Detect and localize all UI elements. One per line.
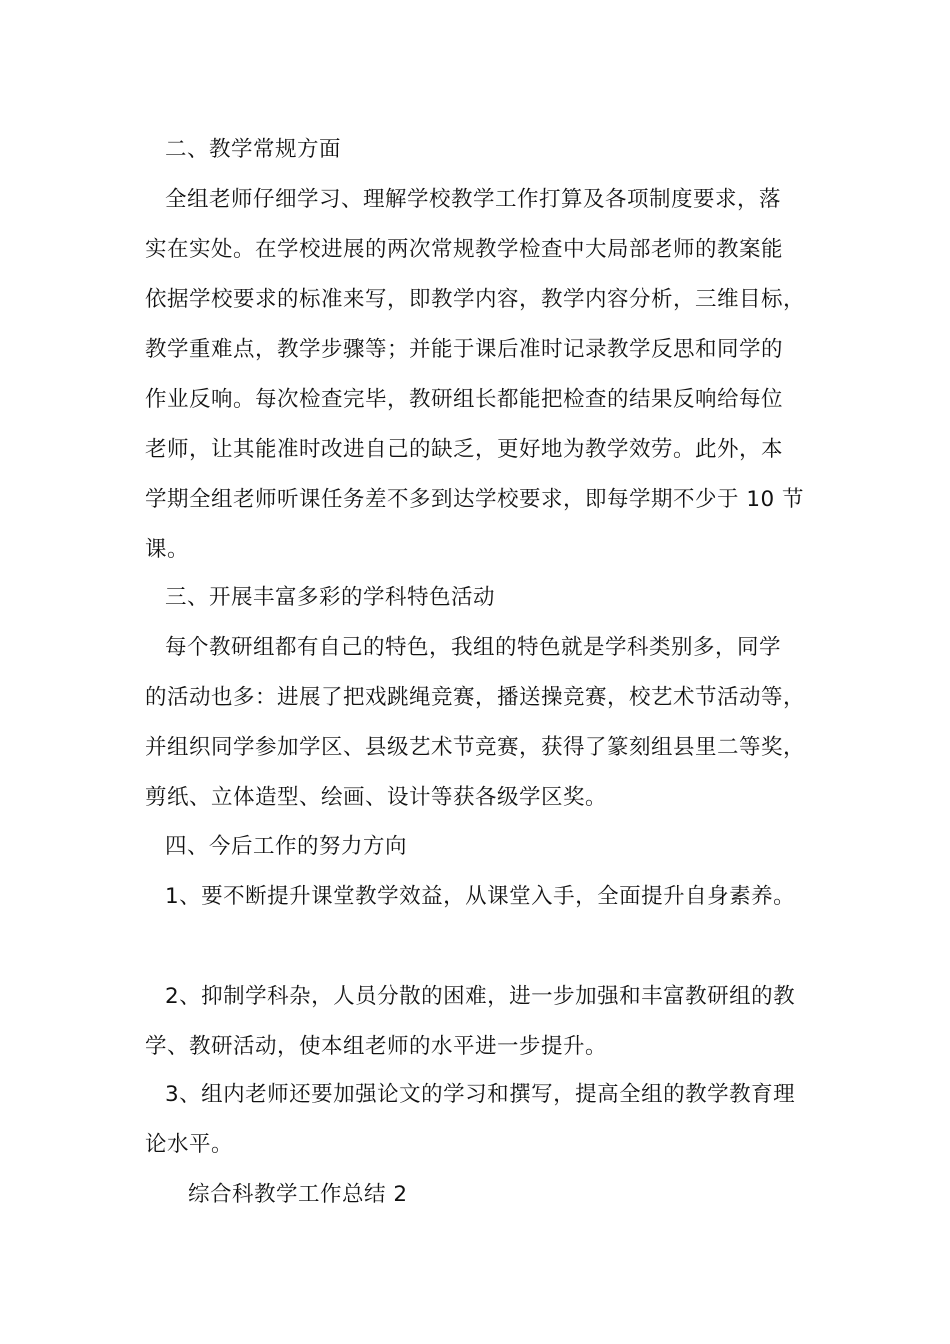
paragraph-line: 全组老师仔细学习、理解学校教学工作打算及各项制度要求，落: [165, 187, 782, 212]
document-title: 综合科教学工作总结 2: [188, 1182, 408, 1207]
paragraph-line: 实在实处。在学校进展的两次常规教学检查中大局部老师的教案能: [145, 237, 784, 262]
paragraph-line: 的活动也多：进展了把戏跳绳竞赛，播送操竞赛，校艺术节活动等，: [145, 685, 806, 710]
paragraph-line: 剪纸、立体造型、绘画、设计等获各级学区奖。: [145, 785, 608, 810]
paragraph-line: 作业反响。每次检查完毕，教研组长都能把检查的结果反响给每位: [145, 387, 784, 412]
section-heading-activities: 三、开展丰富多彩的学科特色活动: [165, 585, 496, 610]
paragraph-line: 老师，让其能准时改进自己的缺乏，更好地为教学效劳。此外，本: [145, 437, 784, 462]
list-item-3: 3、组内老师还要加强论文的学习和撰写，提高全组的教学教育理: [165, 1082, 796, 1107]
list-item-2: 2、抑制学科杂，人员分散的困难，进一步加强和丰富教研组的教: [165, 984, 796, 1009]
section-heading-teaching-routine: 二、教学常规方面: [165, 137, 342, 162]
paragraph-line: 并组织同学参加学区、县级艺术节竞赛，获得了篆刻组县里二等奖，: [145, 735, 806, 760]
list-item-1: 1、要不断提升课堂教学效益，从课堂入手，全面提升自身素养。: [165, 884, 796, 909]
paragraph-line: 教学重难点，教学步骤等；并能于课后准时记录教学反思和同学的: [145, 337, 784, 362]
paragraph-line: 论水平。: [145, 1132, 234, 1157]
section-heading-future-direction: 四、今后工作的努力方向: [165, 834, 408, 859]
paragraph-line: 学、教研活动，使本组老师的水平进一步提升。: [145, 1034, 608, 1059]
paragraph-line: 每个教研组都有自己的特色，我组的特色就是学科类别多，同学: [165, 635, 782, 660]
paragraph-line: 学期全组老师听课任务差不多到达学校要求，即每学期不少于 10 节: [145, 487, 805, 512]
paragraph-line: 依据学校要求的标准来写，即教学内容，教学内容分析，三维目标，: [145, 287, 806, 312]
paragraph-line: 课。: [145, 537, 190, 562]
